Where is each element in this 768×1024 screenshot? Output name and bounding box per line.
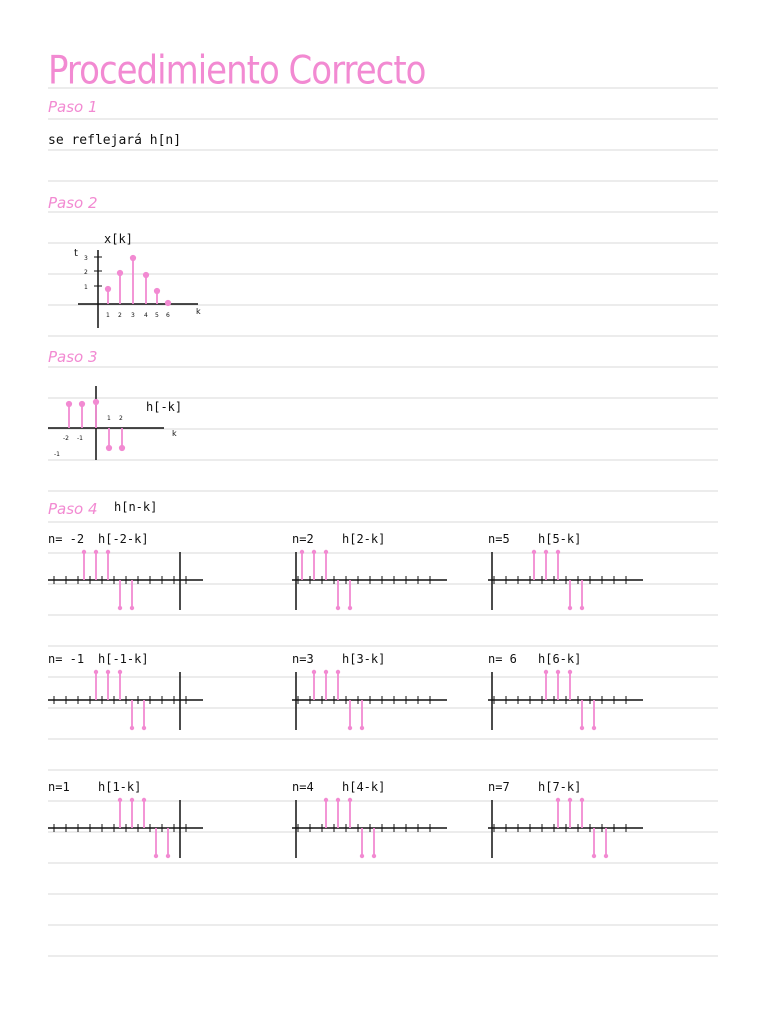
paso2-heading: Paso 2 xyxy=(48,194,98,212)
stem-head xyxy=(118,606,122,610)
stem-head xyxy=(130,798,134,802)
stem-head xyxy=(142,726,146,730)
stem-head xyxy=(312,550,316,554)
paso3-tick: -1 xyxy=(54,451,60,458)
paso3-plot-label: h[-k] xyxy=(146,400,183,414)
subplot-h-label: h[2-k] xyxy=(342,532,386,546)
subplot-h-label: h[1-k] xyxy=(98,780,142,794)
subplot-n-label: n= -1 xyxy=(48,652,85,666)
stem-head xyxy=(360,854,364,858)
stem-head xyxy=(300,550,304,554)
stem-head xyxy=(155,289,159,293)
stem-head xyxy=(556,798,560,802)
stem-head xyxy=(80,402,84,406)
stem-head xyxy=(130,726,134,730)
paso2-xtick: 3 xyxy=(131,312,135,319)
paso2-xtick: 2 xyxy=(118,312,122,319)
paso3-tick: -2 xyxy=(63,435,69,442)
subplot-stem-plot xyxy=(48,666,208,736)
subplot-n-label: n=3 xyxy=(292,652,314,666)
subplot-stem-plot xyxy=(488,666,648,736)
subplot-h-label: h[7-k] xyxy=(538,780,582,794)
subplot-n-label: n=1 xyxy=(48,780,70,794)
paso2-axis-label: k xyxy=(196,307,201,316)
paso1-heading: Paso 1 xyxy=(48,98,98,116)
paso2-ytick: 2 xyxy=(84,269,88,276)
subplot-n-label: n=7 xyxy=(488,780,510,794)
stem-head xyxy=(82,550,86,554)
stem-head xyxy=(324,550,328,554)
paso2-y-arrow: t xyxy=(74,248,78,259)
stem-head xyxy=(592,726,596,730)
stem-head xyxy=(348,726,352,730)
paso2-ytick: 1 xyxy=(84,284,88,291)
paso2-ytick: 3 xyxy=(84,255,88,262)
stem-head xyxy=(568,798,572,802)
stem-head xyxy=(120,446,124,450)
paso4-label: h[n-k] xyxy=(114,500,158,514)
subplot-n-label: n=4 xyxy=(292,780,314,794)
stem-head xyxy=(568,606,572,610)
stem-head xyxy=(580,726,584,730)
subplot-stem-plot xyxy=(488,794,648,864)
stem-head xyxy=(580,798,584,802)
paso2-plot-label: x[k] xyxy=(104,232,133,246)
stem-head xyxy=(118,670,122,674)
stem-head xyxy=(118,798,122,802)
paso2-xtick: 1 xyxy=(106,312,110,319)
stem-head xyxy=(556,670,560,674)
subplot-n-label: n=2 xyxy=(292,532,314,546)
paso3-axis-label: k xyxy=(172,429,177,438)
stem-head xyxy=(131,256,135,260)
paso2-xtick: 4 xyxy=(144,312,148,319)
stem-head xyxy=(106,670,110,674)
stem-head xyxy=(568,670,572,674)
subplot-h-label: h[-1-k] xyxy=(98,652,149,666)
paso2-stems xyxy=(106,256,170,305)
stem-head xyxy=(372,854,376,858)
stem-head xyxy=(118,271,122,275)
subplot-h-label: h[5-k] xyxy=(538,532,582,546)
subplot-stem-plot xyxy=(292,666,452,736)
stem-head xyxy=(348,798,352,802)
stem-head xyxy=(94,550,98,554)
stem-head xyxy=(67,402,71,406)
stem-head xyxy=(107,446,111,450)
paso3-stem-plot xyxy=(44,382,194,462)
stem-head xyxy=(142,798,146,802)
subplot-stem-plot xyxy=(292,546,452,616)
paso2-xtick: 6 xyxy=(166,312,170,319)
stem-head xyxy=(324,670,328,674)
stem-head xyxy=(336,606,340,610)
subplot-h-label: h[3-k] xyxy=(342,652,386,666)
stem-head xyxy=(580,606,584,610)
stem-head xyxy=(544,670,548,674)
subplot-n-label: n= -2 xyxy=(48,532,85,546)
stem-head xyxy=(336,670,340,674)
stem-head xyxy=(94,400,98,404)
stem-head xyxy=(312,670,316,674)
subplot-h-label: h[6-k] xyxy=(538,652,582,666)
paso3-tick: 1 xyxy=(107,415,111,422)
stem-head xyxy=(166,854,170,858)
stem-head xyxy=(336,798,340,802)
subplot-stem-plot xyxy=(292,794,452,864)
paso4-heading: Paso 4 xyxy=(48,500,98,518)
stem-head xyxy=(166,301,170,305)
subplot-stem-plot xyxy=(488,546,648,616)
subplot-h-label: h[-2-k] xyxy=(98,532,149,546)
stem-head xyxy=(94,670,98,674)
stem-head xyxy=(360,726,364,730)
stem-head xyxy=(348,606,352,610)
subplot-stem-plot xyxy=(48,794,208,864)
paso3-heading: Paso 3 xyxy=(48,348,98,366)
stem-head xyxy=(532,550,536,554)
page-title: Procedimiento Correcto xyxy=(48,48,426,94)
stem-head xyxy=(324,798,328,802)
paso3-tick: -1 xyxy=(77,435,83,442)
stem-head xyxy=(592,854,596,858)
stem-head xyxy=(544,550,548,554)
stem-head xyxy=(556,550,560,554)
subplot-h-label: h[4-k] xyxy=(342,780,386,794)
stem-head xyxy=(154,854,158,858)
subplot-stem-plot xyxy=(48,546,208,616)
stem-head xyxy=(130,606,134,610)
paso1-text: se reflejará h[n] xyxy=(48,133,182,148)
stem-head xyxy=(106,287,110,291)
paso3-tick: 2 xyxy=(119,415,123,422)
paso2-stem-plot xyxy=(60,240,220,330)
paso2-xtick: 5 xyxy=(155,312,159,319)
subplot-n-label: n= 6 xyxy=(488,652,517,666)
stem-head xyxy=(604,854,608,858)
stem-head xyxy=(106,550,110,554)
stem-head xyxy=(144,273,148,277)
subplot-n-label: n=5 xyxy=(488,532,510,546)
